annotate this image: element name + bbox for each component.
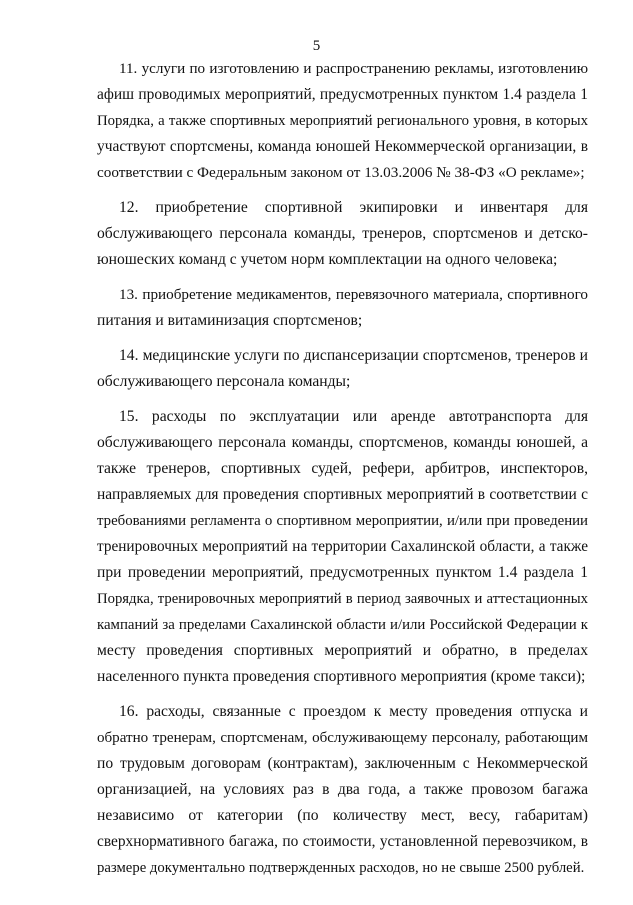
text-line: обслуживающего персонала команды, тренеров, спортсменов и детско- [97,225,588,242]
text-line: 14. медицинские услуги по диспансеризации спортсменов, тренеров и [119,347,588,364]
text-line: обслуживающего персонала команды; [97,373,351,390]
text-line: обслуживающего персонала команды, спортсменов, команды юношей, а [97,434,588,451]
text-line: размере документально подтвержденных расходов, но не свыше 2500 рублей. [97,860,585,876]
text-line: населенного пункта проведения спортивного мероприятия (кроме такси); [97,668,586,685]
list-item-14 [97,343,588,395]
list-item-16 [97,699,588,881]
text-line: питания и витаминизация спортсменов; [97,312,363,329]
text-line: тренировочных мероприятий на территории Сахалинской области, а также [97,538,588,555]
text-line: соответствии с Федеральным законом от 13.03.2006 № 38-ФЗ «О рекламе»; [97,164,585,181]
text-line: Порядка, а также спортивных мероприятий регионального уровня, в которых [97,113,588,129]
text-line: юношеских команд с учетом норм комплектации на одного человека; [97,251,558,268]
text-line: обратно тренерам, спортсменам, обслуживающему персоналу, работающим [97,730,588,746]
list-item-15 [97,404,588,690]
text-line: 16. расходы, связанные с проездом к месту проведения отпуска и [119,703,588,720]
text-line: 13. приобретение медикаментов, перевязочного материала, спортивного [119,286,588,303]
text-line: независимо от категории (по количеству мест, весу, габаритам) [97,807,588,824]
text-line: при проведении мероприятий, предусмотренных пунктом 1.4 раздела 1 [97,564,588,581]
text-line: направляемых для проведения спортивных мероприятий в соответствии с [97,486,588,503]
list-item-11 [97,56,588,186]
text-line: 15. расходы по эксплуатации или аренде автотранспорта для [119,408,588,425]
text-line: организацией, на условиях раз в два года, а также провозом багажа [97,781,588,798]
text-line: 12. приобретение спортивной экипировки и инвентаря для [119,199,588,216]
text-line: 11. услуги по изготовлению и распространению рекламы, изготовлению [119,61,588,77]
text-line: по трудовым договорам (контрактам), заключенным с Некоммерческой [97,755,588,772]
text-line: Порядка, тренировочных мероприятий в период заявочных и аттестационных [97,591,588,607]
text-line: также тренеров, спортивных судей, рефери, арбитров, инспекторов, [97,460,588,477]
text-line: участвуют спортсмены, команда юношей Некоммерческой организации, в [97,138,588,155]
list-item-13 [97,282,588,334]
text-line: сверхнормативного багажа, по стоимости, установленной перевозчиком, в [97,833,588,850]
list-item-12 [97,195,588,273]
text-line: кампаний за пределами Сахалинской области и/или Российской Федерации к [97,617,588,633]
document-body [97,56,588,890]
text-line: месту проведения спортивных мероприятий и обратно, в пределах [97,642,588,659]
page-number: 5 [312,38,321,54]
text-line: афиш проводимых мероприятий, предусмотренных пунктом 1.4 раздела 1 [97,86,588,103]
text-line: требованиями регламента о спортивном мероприятии, и/или при проведении [97,513,588,529]
